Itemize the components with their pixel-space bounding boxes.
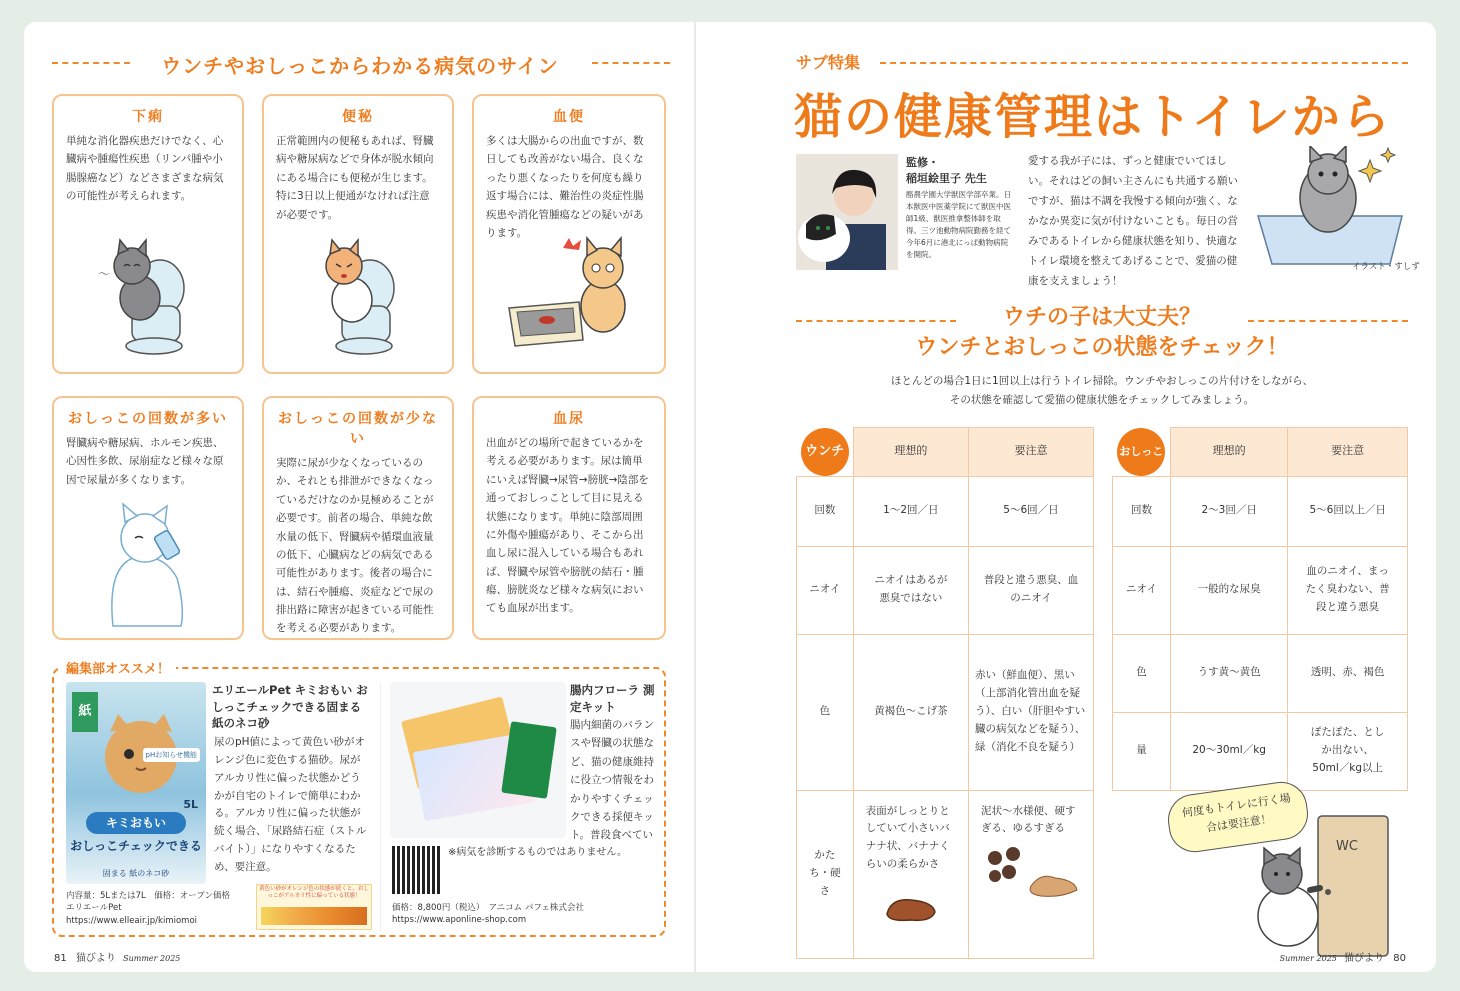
package-size: 5L [183,798,198,811]
right-page [768,22,1436,972]
card-text: 実際に尿が少なくなっているのか、それとも排泄ができなくなっているだけなのか見極めることが必要です。前者の場合、単純な飲水量の低下、腎臓病や循環血液量の低下、心臓病などの病気である可能性があります。後者の場合には、結石や腫瘍、炎症などで尿の排出路に障害が起きている可能性を考える必要があります。 [276,457,434,635]
cat-surprised-litterbox-illustration [499,228,639,358]
poop-row-count-label: 回数 [797,476,854,546]
pee-header-ideal: 理想的 [1170,428,1287,477]
pee-check-table [1112,427,1408,791]
pee-row-color-label: 色 [1113,634,1171,712]
ph-color-swatch [256,884,372,930]
spread-gutter [694,22,696,972]
speech-bubble: 何度もトイレに行く場合は要注意！ [1165,779,1312,856]
recommend-divider [380,682,381,932]
package-sub-text: 固まる 紙のネコ砂 [102,869,170,878]
poop-color-caution: 赤い（鮮血便）、黒い（上部消化管出血を疑う）、白い（肝胆やすい臓の病気などを疑う）、緑（消化不良を疑う） [968,634,1093,790]
check-lead: ほとんどの場合1日に1回以上は行うトイレ掃除。ウンチやおしっこの片付けをしながら、 その状態を確認して愛猫の健康状態をチェックしてみましょう。 [890,375,1314,406]
product1-url[interactable]: https://www.elleair.jp/kimiomoi [66,915,198,926]
pee-amount-ideal: 20〜30ml／kg [1170,712,1287,790]
pee-color-ideal: うす黄〜黄色 [1170,634,1287,712]
page-footer-right [1280,949,1406,964]
page-footer-left [54,949,180,964]
kit-pouch-green [501,721,557,799]
illustration-credit: イラスト・すしず [1352,262,1420,272]
page-number: 80 [1393,953,1406,964]
card-title: 下痢 [132,109,164,125]
pee-header-caution: 要注意 [1288,428,1408,477]
card-title: 血便 [553,109,585,125]
door-label: WC [1336,839,1358,854]
ideal-poop-illustration [881,888,941,928]
poop-row-shape-label: かたち・硬さ [797,790,854,958]
pee-row-amount-label: 量 [1113,712,1171,790]
card-title: 血尿 [553,411,585,427]
supervisor-photo [796,154,898,270]
pee-smell-ideal: 一般的な尿臭 [1170,546,1287,634]
card-bloody-stool [472,94,666,374]
poop-row-color-label: 色 [797,634,854,790]
pee-color-caution: 透明、赤、褐色 [1288,634,1408,712]
poop-row-smell-label: ニオイ [797,546,854,634]
card-title: おしっこの回数が多い [68,411,228,427]
section-title: ウンチやおしっこからわかる病気のサイン [161,54,559,78]
magazine-spread [24,22,1436,972]
card-infrequent-urination [262,396,454,640]
swatch-gradient [261,907,367,925]
product2-desc-top: 腸内細菌のバランスや腎臓の状態など、猫の健康維持に役立つ情報をわかりやすくチェックできる採便キット。普段食べてい [570,719,654,842]
package-main-text: おしっこチェックできる [70,839,202,853]
svg-text:〜: 〜 [98,267,111,281]
package-type-badge: 紙 [72,692,98,732]
issue-season: Summer 2025 [1279,954,1337,963]
poop-smell-caution: 普段と違う悪臭、血のニオイ [968,546,1093,634]
product1-name: エリエールPet キミおもい おしっこチェックできる固まる紙のネコ砂 [212,683,368,731]
card-title: おしっこの回数が少ない [278,411,438,447]
card-hematuria [472,396,666,640]
card-diarrhea [52,94,244,374]
card-text: 単純な消化器疾患だけでなく、心臓病や腫瘍性疾患（リンパ腫や小腸腺癌など）などさまざまな病気の可能性が考えられます。 [66,135,224,203]
poop-count-caution: 5〜6回／日 [968,476,1093,546]
poop-count-ideal: 1〜2回／日 [853,476,968,546]
recommend-label: 編集部オススメ！ [60,658,176,677]
product1-info [66,890,286,927]
pee-row-count-label: 回数 [1113,476,1171,546]
pee-smell-caution: 血のニオイ、まったく臭わない、普段と違う悪臭 [1288,546,1408,634]
cat-in-litterbox-illustration [1252,146,1412,270]
product2-note: ※病気を診断するものではありません。 [448,847,627,858]
card-frequent-urination [52,396,244,640]
header-rule [880,62,1408,64]
feature-intro: 愛する我が子には、ずっと健康でいてほしい。それはどの飼い主さんにも共通する願いですが、猫は不調を我慢する傾向が強く、なかなか異変に気が付けないことも。毎日の営みであるトイレから健康状態を知り、快適なトイレ環境を整えてあげることで、愛猫の健康を支えましょう！ [1028,155,1238,287]
issue-season: Summer 2025 [123,954,181,963]
poop-shape-ideal-cell [853,790,968,958]
card-title: 便秘 [342,109,374,125]
qr-code[interactable] [392,846,440,894]
product2-info [392,902,662,927]
poop-header-ideal: 理想的 [853,428,968,477]
page-number: 81 [54,953,67,964]
product1-maker: エリエールPet [66,903,122,914]
cat-on-toilet-illustration [88,228,208,358]
card-text: 正常範囲内の便秘もあれば、腎臓病や糖尿病などで身体が脱水傾向にある場合にも便秘が生じます。特に3日以上便通がなければ注意が必要です。 [276,135,434,221]
pee-count-caution: 5〜6回以上／日 [1288,476,1408,546]
product2-url[interactable]: https://www.aponline-shop.com [392,915,527,926]
poop-header-caution: 要注意 [968,428,1093,477]
supervisor-info [906,154,1012,261]
swatch-text: 黄色い砂がオレンジ色の状態が続くと、おしっこがアルカリ性に偏っている状態！ [259,886,369,899]
product1-desc: 尿のpH値によって黄色い砂がオレンジ色に変色する猫砂。尿がアルカリ性に偏った状態かどうかが自宅のトイレで簡単にわかる。アルカリ性に偏った状態が続く場合、「尿路結石症（ストルバイト）」になりやすくなるため、要注意。 [214,736,367,873]
supervisor-role: 監修・ [906,156,939,169]
pee-count-ideal: 2〜3回／日 [1170,476,1287,546]
poop-shape-caution: 泥状〜水様便、硬すぎる、ゆるすぎる [980,804,1076,835]
poop-check-table [796,427,1094,959]
poop-shape-ideal: 表面がしっとりとしていて小さいバナナ状、バナナくらいの柔らかさ [865,804,950,871]
feature-title: 猫の健康管理はトイレから [794,89,1392,145]
title-rule-right [592,62,670,64]
card-constipation [262,94,454,374]
magazine-name: 猫びより [75,953,116,964]
product2-kit-image [390,682,566,838]
poop-color-ideal: 黄褐色〜こげ茶 [853,634,968,790]
poop-shape-caution-cell [968,790,1093,958]
product1-package-image [66,682,206,884]
cat-straining-illustration [298,228,418,358]
package-ph-badge: pHお知らせ機能 [143,748,201,762]
product1-spec: 内容量：5Lまたは7L 価格：オープン価格 [66,891,231,901]
supervisor-bio: 酪農学園大学獣医学部卒業。日本獣医中医薬学院にて獣医中医師1級、獣医推拿整体師を取得。三ツ池動物病院勤務を経て今年6月に港北にっぱ動物病院を開院。 [906,190,1011,259]
poop-table-label: ウンチ [801,428,849,476]
card-text: 腎臓病や糖尿病、ホルモン疾患、心因性多飲、尿崩症など様々な原因で尿量が多くなります。 [66,437,224,486]
package-brand: キミおもい [86,812,186,834]
supervisor-name: 稲垣絵里子 先生 [906,172,987,185]
pee-row-smell-label: ニオイ [1113,546,1171,634]
pee-amount-caution: ぽたぽた、としか出ない、50ml／kg以上 [1288,712,1408,790]
product2-name: 腸内フローラ 測定キット [570,683,655,714]
title-rule-left [52,62,130,64]
card-text: 出血がどの場所で起きているかを考える必要があります。尿は簡単にいえば腎臓→尿管→膀胱→陰部を通っておしっことして目に見える状態になります。単純に陰部周囲に外傷や腫瘍があり、そこから出血し尿に混入している場合もあれば、腎臓や尿管や膀胱の結石・腫瘍、膀胱炎など様々な病気においても血尿が出ます。 [486,437,649,615]
check-title-1: ウチの子は大丈夫？ [1002,305,1201,330]
check-title-2: ウンチとおしっこの状態をチェック！ [915,335,1289,360]
cat-at-toilet-door-illustration [1218,812,1408,962]
magazine-name: 猫びより [1344,953,1385,964]
card-text: 多くは大腸からの出血ですが、数日しても改善がない場合、良くなったり悪くなったりを何度も繰り返す場合には、難治性の炎症性腸疾患や消化管腫瘍などの疑いがあります。 [486,135,644,239]
left-page [24,22,694,972]
sub-feature-label: サブ特集 [796,53,861,72]
cat-drinking-illustration [93,498,203,628]
pee-table-label: おしっこ [1117,428,1165,476]
poop-smell-ideal: ニオイはあるが悪臭ではない [853,546,968,634]
product2-price: 価格：8,800円（税込） アニコム パフェ株式会社 [392,903,584,913]
abnormal-poop-illustration [981,844,1081,904]
